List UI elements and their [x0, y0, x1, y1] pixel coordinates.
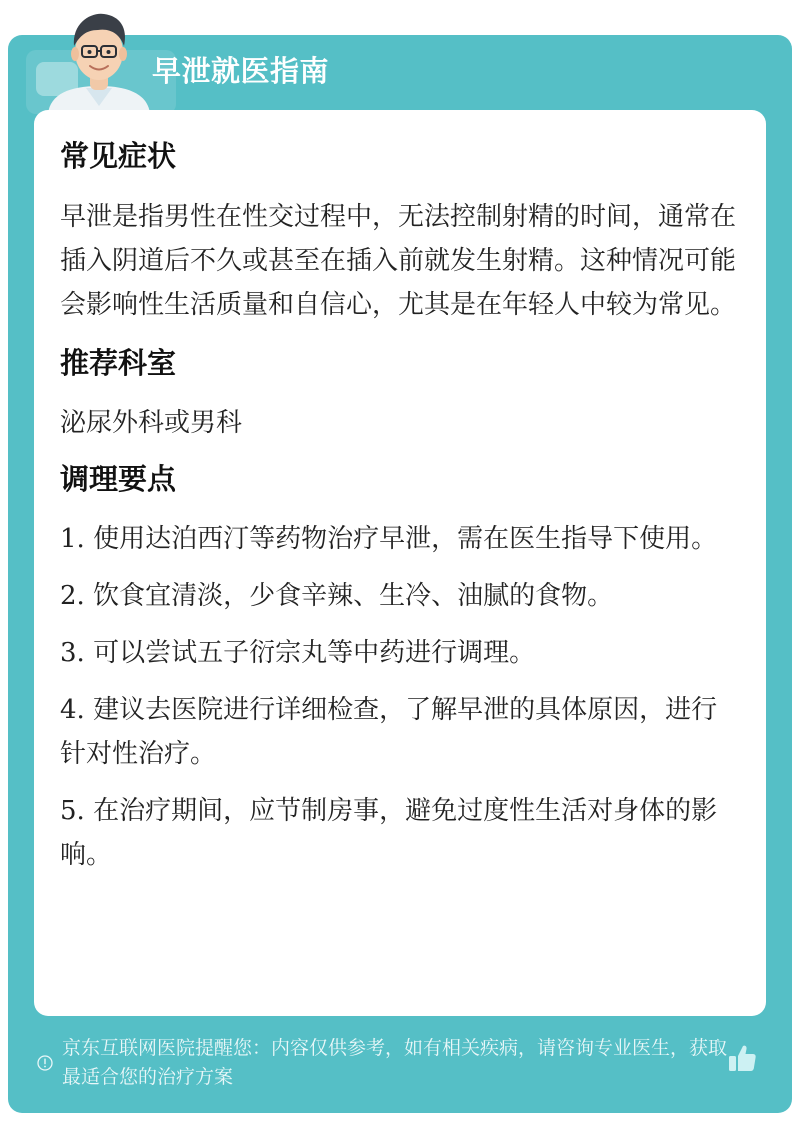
page-title: 早泄就医指南 — [152, 54, 330, 88]
list-item-number: 2. — [60, 581, 85, 611]
list-item-number: 4. — [60, 695, 85, 725]
list-item-number: 3. — [60, 638, 85, 668]
department-text: 泌尿外科或男科 — [60, 408, 243, 438]
thumbs-up-icon[interactable] — [726, 1042, 758, 1074]
list-item — [60, 688, 736, 776]
symptoms-text: 早泄是指男性在性交过程中，无法控制射精的时间，通常在插入阴道后不久或甚至在插入前就发生射精。这种情况可能会影响性生活质量和自信心，尤其是在年轻人中较为常见。 — [60, 202, 737, 320]
list-item-text: 在治疗期间，应节制房事，避免过度性生活对身体的影响。 — [60, 796, 718, 870]
section-title-department: 推荐科室 — [60, 346, 177, 380]
section-title-symptoms: 常见症状 — [60, 139, 177, 173]
card-content — [60, 136, 736, 877]
list-item-text: 饮食宜清淡，少食辛辣、生冷、油腻的食物。 — [93, 581, 614, 611]
info-icon — [37, 1055, 53, 1071]
list-item — [60, 631, 736, 675]
list-item-number: 5. — [60, 796, 85, 826]
list-item-number: 1. — [60, 524, 85, 554]
list-item-text: 可以尝试五子衍宗丸等中药进行调理。 — [93, 638, 536, 668]
list-item-text: 使用达泊西汀等药物治疗早泄，需在医生指导下使用。 — [93, 524, 718, 554]
content-card — [34, 110, 766, 1016]
list-item — [60, 574, 736, 618]
disclaimer-text: 京东互联网医院提醒您：内容仅供参考，如有相关疾病，请咨询专业医生，获取最适合您的治疗方案 — [62, 1037, 728, 1088]
doctor-avatar — [40, 6, 158, 114]
list-item-text: 建议去医院进行详细检查，了解早泄的具体原因，进行针对性治疗。 — [60, 695, 718, 769]
list-item — [60, 517, 736, 561]
list-item — [60, 789, 736, 877]
section-title-care-points: 调理要点 — [60, 462, 177, 496]
